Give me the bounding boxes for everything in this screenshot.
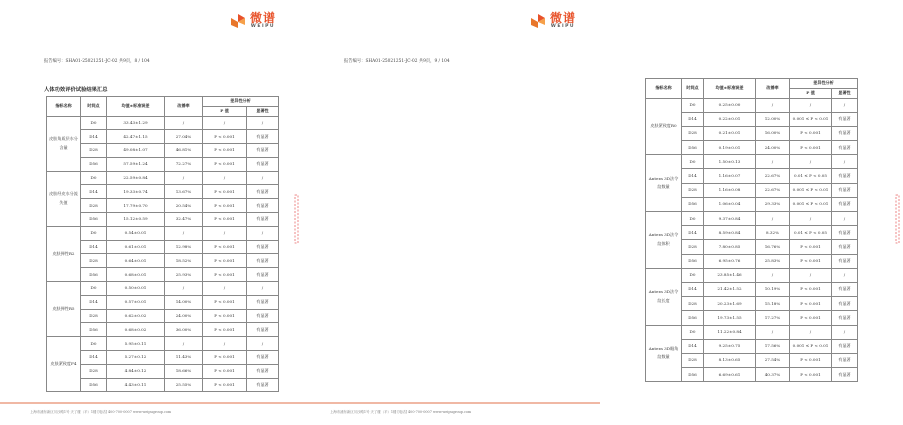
mean-sd-cell: 9.37±0.84 — [704, 212, 756, 226]
mean-sd-cell: 19.73±1.55 — [704, 311, 756, 325]
table-row — [646, 212, 858, 226]
significance-cell: 有显著 — [247, 185, 279, 199]
significance-cell: 有显著 — [247, 295, 279, 309]
timepoint-cell: D56 — [81, 378, 107, 392]
mean-sd-cell: 8.59±0.84 — [704, 226, 756, 240]
table-row — [47, 295, 279, 309]
significance-cell: / — [832, 325, 858, 339]
timepoint-cell: D56 — [81, 213, 107, 227]
indicator-name-cell: Antera 3D法令纹体积 — [646, 212, 682, 269]
mean-sd-cell: 0.22±0.01 — [704, 112, 756, 126]
significance-cell: 有显著 — [247, 364, 279, 378]
significance-cell: 有显著 — [832, 112, 858, 126]
mean-sd-cell: 23.85±1.46 — [704, 268, 756, 282]
timepoint-cell: D0 — [81, 282, 107, 296]
significance-cell: 有显著 — [247, 254, 279, 268]
significance-cell: / — [832, 212, 858, 226]
footer-address: 上海市浦东新区川沙路1号 天了楼（平）1楼 [电话] 400-700-0007 www.weipugroup.com — [330, 410, 472, 414]
improvement-cell: 14.00% — [165, 295, 203, 309]
improvement-cell: 16.00% — [756, 126, 790, 140]
significance-cell: / — [247, 282, 279, 296]
improvement-cell: 22.67% — [756, 169, 790, 183]
table-row — [47, 351, 279, 365]
timepoint-cell: D0 — [682, 268, 704, 282]
significance-cell: 有显著 — [247, 144, 279, 158]
significance-cell: 有显著 — [832, 282, 858, 296]
p-value-cell: P < 0.001 — [790, 141, 832, 155]
report-number: 报告编号：SHA01-25021251-JC-02 共9页，9 / 104 — [344, 59, 450, 64]
header-mean-sd: 均值±标准误差 — [107, 97, 165, 117]
indicator-name-cell: Antera 3D法令纹长度 — [646, 268, 682, 325]
header-improvement: 改善率 — [165, 97, 203, 117]
mean-sd-cell: 19.33±0.74 — [107, 185, 165, 199]
table-row — [47, 171, 279, 185]
mean-sd-cell: 1.16±0.08 — [704, 183, 756, 197]
p-value-cell: P < 0.001 — [203, 268, 247, 282]
table-row — [47, 157, 279, 171]
timepoint-cell: D28 — [81, 144, 107, 158]
significance-cell: 有显著 — [247, 351, 279, 365]
improvement-cell: / — [756, 98, 790, 112]
footer-address: 上海市浦东新区川沙路1号 天了楼（平）1楼 [电话] 400-700-0007 www.weipugroup.com — [30, 410, 172, 414]
improvement-cell: 20.54% — [165, 199, 203, 213]
indicator-name-cell: 皮肤弹性R5 — [47, 282, 81, 337]
p-value-cell: P < 0.001 — [203, 351, 247, 365]
table-row — [47, 130, 279, 144]
table-row — [47, 254, 279, 268]
significance-cell: 有显著 — [832, 226, 858, 240]
table-row — [47, 337, 279, 351]
mean-sd-cell: 0.54±0.01 — [107, 226, 165, 240]
improvement-cell: 12.00% — [756, 112, 790, 126]
p-value-cell: P < 0.001 — [203, 323, 247, 337]
footer-divider — [0, 402, 300, 404]
header-diff-analysis: 差异性分析 — [203, 97, 279, 107]
significance-cell: 有显著 — [247, 323, 279, 337]
header-improvement: 改善率 — [756, 79, 790, 99]
seal-stamp-icon — [893, 195, 903, 243]
timepoint-cell: D28 — [682, 240, 704, 254]
improvement-cell: 72.27% — [165, 157, 203, 171]
table-row — [646, 98, 858, 112]
improvement-cell: 24.00% — [165, 309, 203, 323]
p-value-cell: 0.001 ≤ P < 0.01 — [790, 183, 832, 197]
p-value-cell: / — [790, 155, 832, 169]
significance-cell: / — [247, 116, 279, 130]
improvement-cell: 25.83% — [756, 254, 790, 268]
p-value-cell: P < 0.001 — [203, 295, 247, 309]
improvement-cell: 17.56% — [756, 339, 790, 353]
timepoint-cell: D14 — [682, 169, 704, 183]
significance-cell: / — [832, 268, 858, 282]
report-page-left — [0, 0, 300, 425]
p-value-cell: P < 0.001 — [790, 353, 832, 367]
improvement-cell: 22.67% — [756, 183, 790, 197]
timepoint-cell: D56 — [81, 323, 107, 337]
table-row — [47, 144, 279, 158]
improvement-cell: 27.04% — [165, 130, 203, 144]
table-row — [646, 325, 858, 339]
p-value-cell: / — [790, 98, 832, 112]
logo-name-cn: 微谱 — [249, 11, 276, 25]
p-value-cell: 0.001 ≤ P < 0.01 — [790, 339, 832, 353]
improvement-cell: 10.19% — [756, 282, 790, 296]
mean-sd-cell: 1.50±0.13 — [704, 155, 756, 169]
mean-sd-cell: 33.43±1.29 — [107, 116, 165, 130]
efficacy-results-table — [645, 78, 858, 382]
p-value-cell: 0.001 ≤ P < 0.01 — [790, 112, 832, 126]
timepoint-cell: D56 — [682, 368, 704, 382]
mean-sd-cell: 20.23±1.69 — [704, 297, 756, 311]
timepoint-cell: D0 — [81, 226, 107, 240]
section-title: 人体功效评价试验结果汇总 — [44, 87, 108, 93]
timepoint-cell: D0 — [81, 116, 107, 130]
mean-sd-cell: 15.12±0.59 — [107, 213, 165, 227]
weipu-logo-icon — [230, 13, 246, 29]
significance-cell: 有显著 — [247, 130, 279, 144]
p-value-cell: / — [203, 116, 247, 130]
significance-cell: / — [832, 98, 858, 112]
timepoint-cell: D28 — [682, 353, 704, 367]
p-value-cell: P < 0.001 — [203, 144, 247, 158]
significance-cell: / — [247, 337, 279, 351]
indicator-name-cell: 皮肤角质层水分含量 — [47, 116, 81, 171]
timepoint-cell: D56 — [682, 311, 704, 325]
header-timepoint: 时间点 — [81, 97, 107, 117]
significance-cell: 有显著 — [832, 297, 858, 311]
mean-sd-cell: 0.19±0.01 — [704, 141, 756, 155]
mean-sd-cell: 57.59±1.24 — [107, 157, 165, 171]
significance-cell: 有显著 — [247, 213, 279, 227]
p-value-cell: P < 0.001 — [203, 378, 247, 392]
p-value-cell: P < 0.001 — [790, 311, 832, 325]
improvement-cell: 40.37% — [756, 368, 790, 382]
improvement-cell: 11.43% — [165, 351, 203, 365]
p-value-cell: P < 0.001 — [203, 130, 247, 144]
timepoint-cell: D28 — [682, 126, 704, 140]
improvement-cell: / — [165, 337, 203, 351]
mean-sd-cell: 4.84±0.12 — [107, 364, 165, 378]
p-value-cell: P < 0.001 — [203, 157, 247, 171]
improvement-cell: 24.00% — [756, 141, 790, 155]
timepoint-cell: D0 — [682, 325, 704, 339]
significance-cell: 有显著 — [832, 240, 858, 254]
mean-sd-cell: 11.22±0.84 — [704, 325, 756, 339]
indicator-name-cell: Antera 3D法令纹数量 — [646, 155, 682, 212]
mean-sd-cell: 22.59±0.84 — [107, 171, 165, 185]
timepoint-cell: D14 — [682, 112, 704, 126]
improvement-cell: / — [165, 282, 203, 296]
mean-sd-cell: 0.21±0.01 — [704, 126, 756, 140]
improvement-cell: 8.32% — [756, 226, 790, 240]
indicator-name-cell: 皮肤经皮水分流失值 — [47, 171, 81, 226]
improvement-cell: / — [756, 268, 790, 282]
indicator-name-cell: 皮肤紧致度R0 — [646, 98, 682, 155]
indicator-name-cell: Antera 3D眼角纹数量 — [646, 325, 682, 382]
significance-cell: 有显著 — [832, 339, 858, 353]
table-row — [47, 213, 279, 227]
improvement-cell: 25.55% — [165, 378, 203, 392]
mean-sd-cell: 0.64±0.01 — [107, 254, 165, 268]
efficacy-results-table — [46, 96, 279, 392]
improvement-cell: 13.67% — [165, 185, 203, 199]
header-significance: 显著性 — [247, 107, 279, 117]
timepoint-cell: D28 — [682, 183, 704, 197]
p-value-cell: 0.01 ≤ P < 0.05 — [790, 226, 832, 240]
improvement-cell: 15.18% — [756, 297, 790, 311]
timepoint-cell: D14 — [682, 226, 704, 240]
p-value-cell: P < 0.001 — [790, 297, 832, 311]
timepoint-cell: D56 — [682, 141, 704, 155]
mean-sd-cell: 0.68±0.02 — [107, 323, 165, 337]
improvement-cell: 36.00% — [165, 323, 203, 337]
mean-sd-cell: 0.57±0.01 — [107, 295, 165, 309]
report-page-right — [300, 0, 851, 425]
significance-cell: 有显著 — [247, 309, 279, 323]
table-row — [47, 364, 279, 378]
p-value-cell: P < 0.001 — [203, 254, 247, 268]
table-row — [47, 268, 279, 282]
table-row — [646, 268, 858, 282]
significance-cell: 有显著 — [832, 126, 858, 140]
table-row — [47, 185, 279, 199]
significance-cell: / — [247, 171, 279, 185]
timepoint-cell: D56 — [81, 157, 107, 171]
significance-cell: / — [247, 226, 279, 240]
weipu-logo-icon — [530, 13, 546, 29]
mean-sd-cell: 8.13±0.65 — [704, 353, 756, 367]
header-indicator: 指标名称 — [646, 79, 682, 99]
p-value-cell: / — [203, 282, 247, 296]
timepoint-cell: D56 — [682, 197, 704, 211]
table-body — [646, 98, 858, 382]
mean-sd-cell: 21.42±1.52 — [704, 282, 756, 296]
timepoint-cell: D28 — [81, 364, 107, 378]
header-mean-sd: 均值±标准误差 — [704, 79, 756, 99]
improvement-cell: / — [165, 171, 203, 185]
table-row — [646, 155, 858, 169]
improvement-cell: / — [756, 212, 790, 226]
improvement-cell: / — [165, 116, 203, 130]
p-value-cell: P < 0.001 — [203, 185, 247, 199]
indicator-name-cell: 皮肤弹性R2 — [47, 226, 81, 281]
table-row — [47, 378, 279, 392]
significance-cell: 有显著 — [832, 169, 858, 183]
table-row — [47, 116, 279, 130]
improvement-cell: 25.93% — [165, 268, 203, 282]
timepoint-cell: D14 — [682, 282, 704, 296]
mean-sd-cell: 9.25±0.75 — [704, 339, 756, 353]
weipu-logo — [230, 12, 276, 30]
mean-sd-cell: 4.43±0.11 — [107, 378, 165, 392]
mean-sd-cell: 0.62±0.02 — [107, 309, 165, 323]
improvement-cell: 17.27% — [756, 311, 790, 325]
mean-sd-cell: 0.50±0.01 — [107, 282, 165, 296]
p-value-cell: / — [790, 212, 832, 226]
mean-sd-cell: 6.95±0.76 — [704, 254, 756, 268]
improvement-cell: 32.47% — [165, 213, 203, 227]
timepoint-cell: D0 — [682, 98, 704, 112]
timepoint-cell: D28 — [81, 309, 107, 323]
timepoint-cell: D56 — [81, 268, 107, 282]
mean-sd-cell: 49.08±1.07 — [107, 144, 165, 158]
timepoint-cell: D28 — [81, 199, 107, 213]
p-value-cell: P < 0.001 — [203, 240, 247, 254]
mean-sd-cell: 7.80±0.85 — [704, 240, 756, 254]
table-body — [47, 116, 279, 392]
improvement-cell: 29.33% — [756, 197, 790, 211]
significance-cell: 有显著 — [832, 141, 858, 155]
table-row — [47, 226, 279, 240]
logo-name-cn: 微谱 — [549, 11, 576, 25]
logo-name-en: WEIPU — [550, 24, 576, 29]
timepoint-cell: D14 — [81, 185, 107, 199]
improvement-cell: / — [165, 226, 203, 240]
timepoint-cell: D28 — [81, 254, 107, 268]
p-value-cell: P < 0.001 — [203, 213, 247, 227]
mean-sd-cell: 1.16±0.07 — [704, 169, 756, 183]
significance-cell: 有显著 — [247, 240, 279, 254]
p-value-cell: 0.01 ≤ P < 0.05 — [790, 169, 832, 183]
significance-cell: 有显著 — [247, 268, 279, 282]
significance-cell: 有显著 — [832, 254, 858, 268]
p-value-cell: P < 0.001 — [790, 126, 832, 140]
mean-sd-cell: 0.61±0.01 — [107, 240, 165, 254]
logo-name-en: WEIPU — [250, 24, 276, 29]
header-p-value: P 值 — [203, 107, 247, 117]
improvement-cell: 18.66% — [165, 364, 203, 378]
p-value-cell: P < 0.001 — [203, 309, 247, 323]
mean-sd-cell: 42.47±1.15 — [107, 130, 165, 144]
p-value-cell: P < 0.001 — [790, 254, 832, 268]
significance-cell: 有显著 — [832, 197, 858, 211]
table-row — [47, 199, 279, 213]
mean-sd-cell: 5.95±0.11 — [107, 337, 165, 351]
improvement-cell: / — [756, 155, 790, 169]
mean-sd-cell: 5.27±0.12 — [107, 351, 165, 365]
header-diff-analysis: 差异性分析 — [790, 79, 858, 89]
weipu-logo — [530, 12, 576, 30]
improvement-cell: 12.98% — [165, 240, 203, 254]
p-value-cell: / — [790, 325, 832, 339]
mean-sd-cell: 1.06±0.04 — [704, 197, 756, 211]
p-value-cell: P < 0.001 — [203, 364, 247, 378]
p-value-cell: P < 0.001 — [203, 199, 247, 213]
timepoint-cell: D0 — [682, 212, 704, 226]
header-timepoint: 时间点 — [682, 79, 704, 99]
mean-sd-cell: 17.79±0.70 — [107, 199, 165, 213]
footer-divider — [300, 402, 600, 404]
improvement-cell: 46.81% — [165, 144, 203, 158]
table-row — [47, 309, 279, 323]
report-number: 报告编号：SHA01-25021251-JC-02 共9页，8 / 104 — [44, 59, 150, 64]
timepoint-cell: D14 — [81, 240, 107, 254]
p-value-cell: / — [790, 268, 832, 282]
p-value-cell: P < 0.001 — [790, 240, 832, 254]
significance-cell: / — [832, 155, 858, 169]
mean-sd-cell: 0.25±0.00 — [704, 98, 756, 112]
p-value-cell: 0.001 ≤ P < 0.01 — [790, 197, 832, 211]
header-indicator: 指标名称 — [47, 97, 81, 117]
header-significance: 显著性 — [832, 89, 858, 99]
significance-cell: 有显著 — [832, 353, 858, 367]
p-value-cell: P < 0.001 — [790, 282, 832, 296]
table-row — [47, 323, 279, 337]
significance-cell: 有显著 — [247, 199, 279, 213]
timepoint-cell: D14 — [81, 130, 107, 144]
timepoint-cell: D0 — [81, 337, 107, 351]
improvement-cell: 18.52% — [165, 254, 203, 268]
improvement-cell: 16.76% — [756, 240, 790, 254]
improvement-cell: 27.54% — [756, 353, 790, 367]
significance-cell: 有显著 — [832, 368, 858, 382]
p-value-cell: / — [203, 171, 247, 185]
p-value-cell: / — [203, 337, 247, 351]
timepoint-cell: D14 — [81, 295, 107, 309]
mean-sd-cell: 6.69±0.61 — [704, 368, 756, 382]
timepoint-cell: D0 — [682, 155, 704, 169]
header-p-value: P 值 — [790, 89, 832, 99]
table-row — [47, 282, 279, 296]
significance-cell: 有显著 — [832, 183, 858, 197]
indicator-name-cell: 皮肤紧致度F4 — [47, 337, 81, 392]
timepoint-cell: D0 — [81, 171, 107, 185]
timepoint-cell: D14 — [682, 339, 704, 353]
p-value-cell: P < 0.001 — [790, 368, 832, 382]
significance-cell: 有显著 — [832, 311, 858, 325]
timepoint-cell: D14 — [81, 351, 107, 365]
improvement-cell: / — [756, 325, 790, 339]
mean-sd-cell: 0.68±0.01 — [107, 268, 165, 282]
p-value-cell: / — [203, 226, 247, 240]
significance-cell: 有显著 — [247, 157, 279, 171]
table-row — [47, 240, 279, 254]
significance-cell: 有显著 — [247, 378, 279, 392]
timepoint-cell: D56 — [682, 254, 704, 268]
timepoint-cell: D28 — [682, 297, 704, 311]
